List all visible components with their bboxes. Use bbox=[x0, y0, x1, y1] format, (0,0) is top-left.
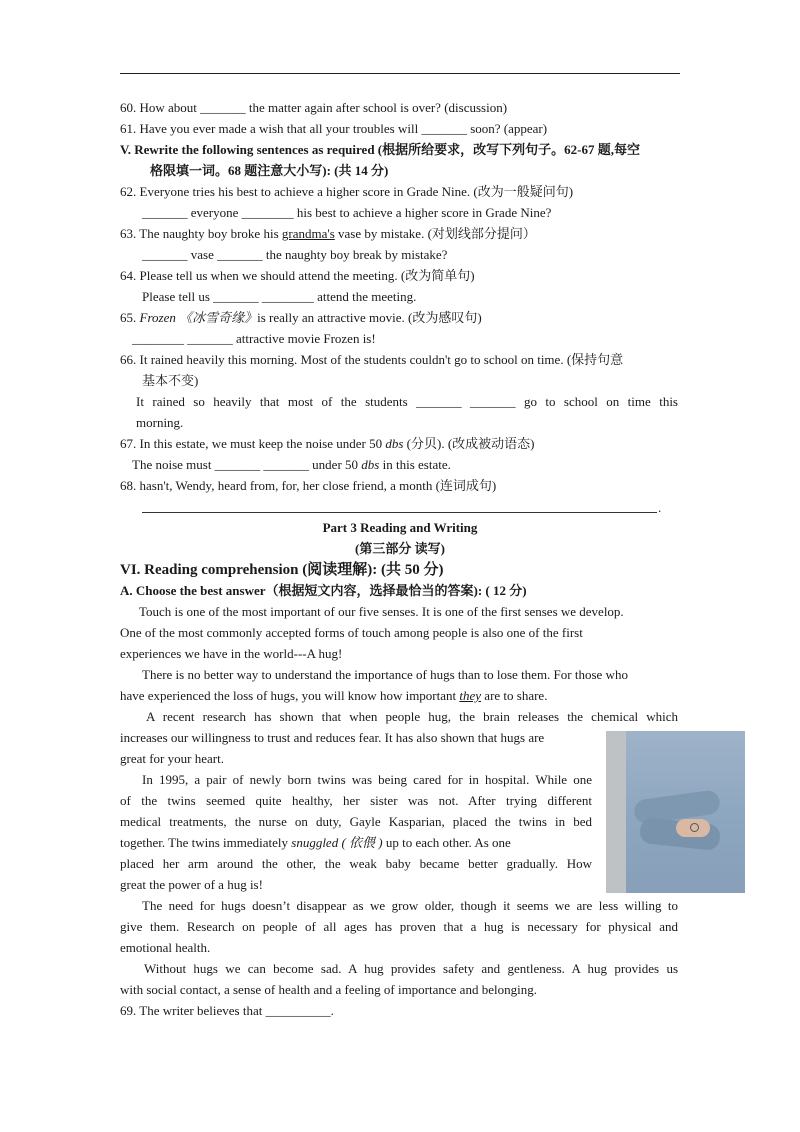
para4-line3: medical treatments, the nurse on duty, Gayle Kasparian, placed the twins in bed bbox=[120, 814, 592, 829]
question-63 bbox=[120, 226, 536, 242]
para6-line1: Without hugs we can become sad. A hug provides safety and gentleness. A hug provides us bbox=[144, 961, 678, 976]
photo-background bbox=[606, 731, 628, 893]
q65-number: 65. bbox=[120, 310, 140, 325]
section-a-heading: A. Choose the best answer（根据短文内容，选择最恰当的答案): ( 12 分) bbox=[120, 583, 527, 598]
para1-line3: experiences we have in the world---A hug! bbox=[120, 646, 343, 661]
hug-photo bbox=[606, 731, 745, 893]
question-67 bbox=[120, 436, 535, 452]
question-60: 60. How about _______ the matter again after school is over? (discussion) bbox=[120, 100, 508, 115]
para5-line1: The need for hugs doesn’t disappear as we grow older, though it seems we are less willing to bbox=[142, 898, 678, 913]
q65-title: Frozen 《冰雪奇缘》 bbox=[139, 310, 258, 325]
para4-snuggled: snuggled ( 依偎 ) bbox=[291, 835, 383, 850]
question-63-answer: _______ vase _______ the naughty boy break by mistake? bbox=[142, 247, 448, 262]
para2-underlined-they: they bbox=[459, 688, 482, 703]
q63-underlined: grandma's bbox=[281, 226, 335, 241]
photo-ring bbox=[690, 823, 699, 832]
para1-line1: Touch is one of the most important of our five senses. It is one of the first senses we develop. bbox=[139, 604, 624, 619]
q67-answer-unit: dbs bbox=[361, 457, 380, 472]
para3-line3: great for your heart. bbox=[120, 751, 224, 766]
para6-line2: with social contact, a sense of health and a feeling of importance and belonging. bbox=[120, 982, 537, 997]
q63-text-post: vase by mistake. (对划线部分提问） bbox=[334, 226, 536, 241]
q67-text-post: (分贝). (改成被动语态) bbox=[403, 436, 535, 451]
question-66: 66. It rained heavily this morning. Most of the students couldn't go to school on time. (保持句意 bbox=[120, 352, 624, 367]
question-67-answer bbox=[132, 457, 451, 473]
section-v-heading: V. Rewrite the following sentences as required (根据所给要求，改写下列句子。62-67 题,每空 bbox=[120, 142, 640, 157]
para2-text-pre: have experienced the loss of hugs, you will know how important bbox=[120, 688, 460, 703]
question-62: 62. Everyone tries his best to achieve a higher score in Grade Nine. (改为一般疑问句) bbox=[120, 184, 574, 199]
question-64: 64. Please tell us when we should attend the meeting. (改为简单句) bbox=[120, 268, 475, 283]
answer-line-68-period: . bbox=[658, 500, 662, 515]
para5-line3: emotional health. bbox=[120, 940, 211, 955]
part-3-title: Part 3 Reading and Writing bbox=[322, 520, 478, 535]
question-64-answer: Please tell us _______ ________ attend the meeting. bbox=[142, 289, 417, 304]
para1-line2: One of the most commonly accepted forms of touch among people is also one of the first bbox=[120, 625, 583, 640]
question-61: 61. Have you ever made a wish that all your troubles will _______ soon? (appear) bbox=[120, 121, 548, 136]
part-3-subtitle: (第三部分 读写) bbox=[355, 541, 445, 556]
para3-line2: increases our willingness to trust and reduces fear. It has also shown that hugs are bbox=[120, 730, 545, 745]
para2-line2 bbox=[120, 688, 547, 704]
q67-answer-post: in this estate. bbox=[379, 457, 451, 472]
q63-text-pre: 63. The naughty boy broke his bbox=[120, 226, 282, 241]
section-vi-heading: VI. Reading comprehension (阅读理解): (共 50 分) bbox=[120, 562, 444, 578]
question-62-answer: _______ everyone ________ his best to achieve a higher score in Grade Nine? bbox=[142, 205, 552, 220]
q67-text-pre: 67. In this estate, we must keep the noise under 50 bbox=[120, 436, 386, 451]
para2-line1: There is no better way to understand the importance of hugs than to lose them. For those who bbox=[142, 667, 628, 682]
question-69: 69. The writer believes that __________. bbox=[120, 1003, 334, 1018]
q67-answer-pre: The noise must _______ _______ under 50 bbox=[132, 457, 362, 472]
para4-line6: great the power of a hug is! bbox=[120, 877, 263, 892]
para5-line2: give them. Research on people of all ages has proven that a hug is necessary for physical and bbox=[120, 919, 678, 934]
para4-line1: In 1995, a pair of newly born twins was being cared for in hospital. While one bbox=[142, 772, 592, 787]
para4-line5: placed her arm around the other, the weak baby became better gradually. How bbox=[120, 856, 592, 871]
para4-line4 bbox=[120, 835, 511, 851]
para4-text-post: up to each other. As one bbox=[382, 835, 511, 850]
q65-text-post: is really an attractive movie. (改为感叹句) bbox=[257, 310, 482, 325]
question-65-answer: ________ _______ attractive movie Frozen is! bbox=[132, 331, 376, 346]
header-rule bbox=[120, 73, 680, 74]
para2-text-post: are to share. bbox=[481, 688, 548, 703]
question-66-answer: It rained so heavily that most of the students _______ _______ go to school on time this bbox=[136, 394, 678, 409]
para4-text-pre: together. The twins immediately bbox=[120, 835, 292, 850]
para4-line2: of the twins seemed quite healthy, her sister was not. After trying different bbox=[120, 793, 592, 808]
section-v-heading-cont: 格限填一词。68 题注意大小写): (共 14 分) bbox=[150, 163, 389, 178]
q67-unit: dbs bbox=[385, 436, 404, 451]
para3-line1: A recent research has shown that when people hug, the brain releases the chemical which bbox=[146, 709, 678, 724]
question-66-cont: 基本不变) bbox=[142, 373, 199, 388]
answer-line-68 bbox=[142, 512, 657, 513]
question-68: 68. hasn't, Wendy, heard from, for, her close friend, a month (连词成句) bbox=[120, 478, 497, 493]
question-66-answer-cont: morning. bbox=[136, 415, 184, 430]
question-65 bbox=[120, 310, 482, 326]
